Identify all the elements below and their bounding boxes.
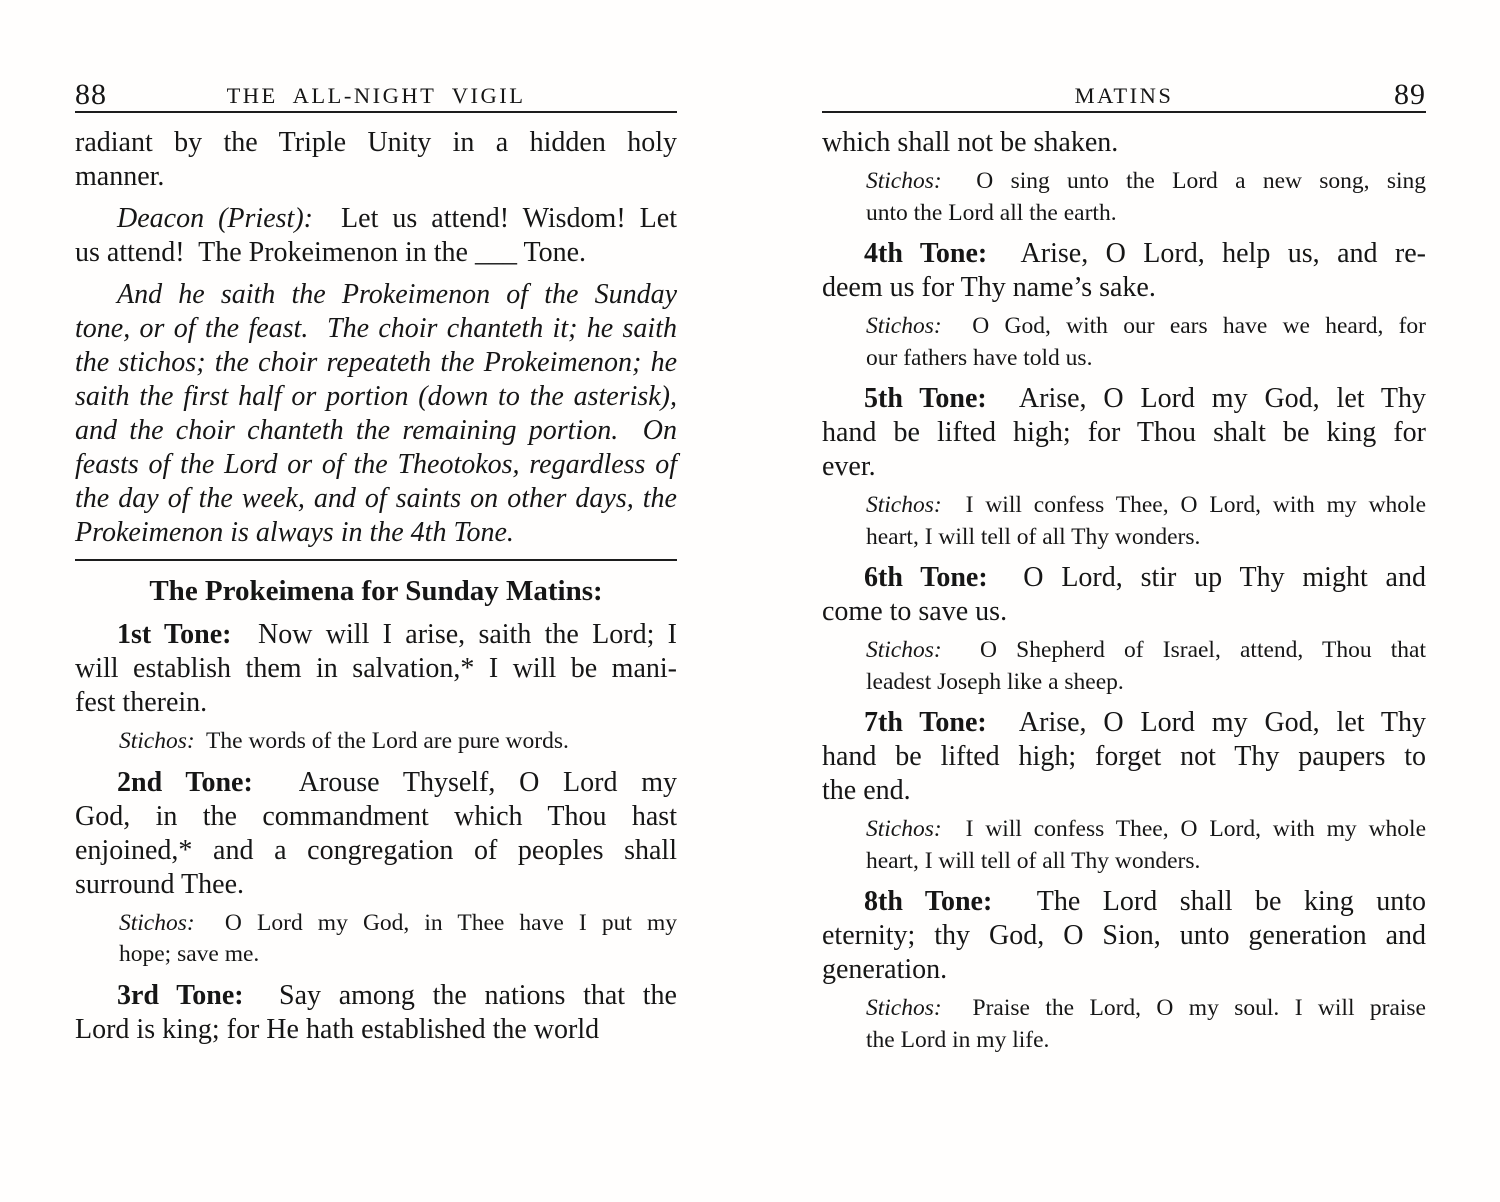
- text: and the choir chanteth the remaining portion. On: [75, 415, 677, 446]
- text-line: [822, 237, 1426, 271]
- paragraph: [822, 126, 1426, 160]
- text-line: [75, 278, 677, 312]
- stichos-paragraph: [866, 490, 1426, 553]
- text-line: [866, 490, 1426, 522]
- text-line: [75, 414, 677, 448]
- text-line: [866, 343, 1426, 375]
- text-line: [75, 312, 677, 346]
- text-line: [822, 382, 1426, 416]
- text-line: [75, 1013, 677, 1047]
- text-line: [75, 380, 677, 414]
- text-line: [822, 919, 1426, 953]
- text: Lord is king; for He hath established the world: [75, 1013, 600, 1045]
- text: the Lord in my life.: [866, 1026, 1050, 1053]
- text: ever.: [822, 451, 876, 482]
- text-line: [822, 271, 1426, 305]
- text: heart, I will tell of all Thy wonders.: [866, 847, 1201, 874]
- text: fest therein.: [75, 687, 208, 718]
- text: Let us attend! Wisdom! Let: [312, 203, 677, 234]
- page-right: [822, 78, 1426, 1056]
- stichos-paragraph: [119, 908, 677, 971]
- paragraph: [75, 618, 677, 720]
- text-line: [866, 166, 1426, 198]
- paragraph: [75, 126, 677, 194]
- text: manner.: [75, 161, 165, 192]
- italic-text: Stichos:: [866, 637, 942, 663]
- text: I will confess Thee, O Lord, with my whole: [941, 492, 1426, 518]
- text: which shall not be shaken.: [822, 127, 1119, 158]
- text-line: [75, 868, 677, 902]
- text: And he saith the Prokeimenon of the Sunday: [117, 279, 677, 310]
- paragraph: [822, 885, 1426, 987]
- text-line: [822, 953, 1426, 987]
- text: Now will I arise, saith the Lord; I: [231, 619, 677, 650]
- italic-text: Deacon (Priest):: [117, 203, 313, 234]
- text: O Lord my God, in Thee have I put my: [194, 909, 677, 936]
- stichos-paragraph: [866, 814, 1426, 877]
- text: O Shepherd of Israel, attend, Thou that: [941, 637, 1426, 663]
- section-divider: [75, 559, 677, 561]
- text-line: [75, 800, 677, 834]
- text-line: [822, 126, 1426, 160]
- paragraph: [822, 382, 1426, 484]
- page-body-right: [822, 113, 1426, 1056]
- text: generation.: [822, 954, 948, 985]
- text: the stichos; the choir repeateth the Prokeimenon; he: [75, 347, 677, 378]
- text: unto the Lord all the earth.: [866, 199, 1117, 226]
- text: feasts of the Lord or of the Theotokos, regardless of: [75, 449, 677, 480]
- italic-text: Stichos:: [866, 995, 942, 1021]
- text-line: [822, 450, 1426, 484]
- text-line: [822, 885, 1426, 919]
- page-left: [75, 78, 677, 1047]
- stichos-paragraph: [866, 993, 1426, 1056]
- italic-text: Stichos:: [866, 816, 942, 842]
- text: leadest Joseph like a sheep.: [866, 668, 1124, 695]
- text-line: [75, 482, 677, 516]
- italic-text: Stichos:: [119, 728, 195, 754]
- text-line: [866, 846, 1426, 878]
- page-body-left: [75, 113, 677, 1047]
- running-head: THE ALL-NIGHT VIGIL: [226, 83, 526, 108]
- italic-text: Stichos:: [119, 909, 195, 936]
- text: Arise, O Lord, help us, and re-: [987, 238, 1426, 269]
- text-line: [866, 667, 1426, 699]
- text: saith the first half or portion (down to the asterisk),: [75, 381, 677, 412]
- text: the day of the week, and of saints on other days, the: [75, 483, 677, 514]
- text-line: [866, 311, 1426, 343]
- bold-label: 2nd Tone:: [117, 766, 253, 798]
- text: hand be lifted high; forget not Thy paupers to: [822, 741, 1426, 772]
- text: will establish them in salvation,* I will be mani-: [75, 653, 677, 684]
- stichos-paragraph: [866, 166, 1426, 229]
- text-line: [75, 652, 677, 686]
- section-heading: The Prokeimena for Sunday Matins:: [149, 575, 603, 607]
- text-line: [75, 448, 677, 482]
- bold-label: 3rd Tone:: [117, 979, 244, 1011]
- text: O sing unto the Lord a new song, sing: [941, 168, 1426, 194]
- text: Arise, O Lord my God, let Thy: [986, 707, 1426, 738]
- paragraph: [75, 202, 677, 270]
- text: come to save us.: [822, 596, 1008, 627]
- text: The Lord shall be king unto: [992, 886, 1426, 917]
- text: Say among the nations that the: [243, 979, 677, 1011]
- text: Arouse Thyself, O Lord my: [252, 766, 677, 798]
- text-line: [866, 198, 1426, 230]
- text-line: [75, 834, 677, 868]
- page-header-right: [822, 78, 1426, 111]
- italic-text: Stichos:: [866, 168, 942, 194]
- text-line: [75, 766, 677, 800]
- text: eternity; thy God, O Sion, unto generation and: [822, 920, 1426, 951]
- text-line: [866, 814, 1426, 846]
- stichos-paragraph: [866, 635, 1426, 698]
- text-line: [75, 202, 677, 236]
- italic-text: Stichos:: [866, 492, 942, 518]
- text: God, in the commandment which Thou hast: [75, 800, 677, 832]
- page-number: 88: [75, 78, 107, 111]
- text: surround Thee.: [75, 868, 244, 900]
- text-line: [75, 160, 677, 194]
- bold-label: 7th Tone:: [864, 707, 987, 738]
- text: deem us for Thy name’s sake.: [822, 272, 1156, 303]
- text-line: [119, 726, 677, 758]
- text-line: [822, 416, 1426, 450]
- text-line: [75, 516, 677, 550]
- bold-label: 1st Tone:: [117, 619, 232, 650]
- text: Prokeimenon is always in the 4th Tone.: [75, 517, 514, 548]
- text: our fathers have told us.: [866, 344, 1093, 371]
- text: tone, or of the feast. The choir chanteth it; he saith: [75, 313, 677, 344]
- text-line: [822, 706, 1426, 740]
- text: hand be lifted high; for Thou shalt be king for: [822, 417, 1426, 448]
- text-line: [866, 522, 1426, 554]
- stichos-paragraph: [119, 726, 677, 758]
- text-line: [75, 979, 677, 1013]
- text: I will confess Thee, O Lord, with my whole: [941, 816, 1426, 842]
- text-line: [75, 618, 677, 652]
- text: heart, I will tell of all Thy wonders.: [866, 523, 1201, 550]
- bold-label: 6th Tone:: [864, 562, 988, 593]
- paragraph: [75, 766, 677, 902]
- text: radiant by the Triple Unity in a hidden holy: [75, 127, 677, 158]
- paragraph: [822, 706, 1426, 808]
- text-line: [866, 993, 1426, 1025]
- text: Arise, O Lord my God, let Thy: [986, 383, 1426, 414]
- page-number: 89: [1394, 78, 1426, 111]
- text-line: [75, 126, 677, 160]
- text: The words of the Lord are pure words.: [194, 728, 569, 754]
- text: O Lord, stir up Thy might and: [987, 562, 1426, 593]
- paragraph: [822, 561, 1426, 629]
- stichos-paragraph: [866, 311, 1426, 374]
- text: enjoined,* and a congregation of peoples shall: [75, 834, 677, 866]
- text-line: [866, 635, 1426, 667]
- running-head: MATINS: [1074, 83, 1174, 108]
- text-line: [822, 774, 1426, 808]
- page-header-left: [75, 78, 677, 111]
- text-line: [822, 561, 1426, 595]
- bold-label: 8th Tone:: [864, 886, 993, 917]
- paragraph: [75, 979, 677, 1047]
- bold-label: 5th Tone:: [864, 383, 987, 414]
- text-line: [75, 686, 677, 720]
- text-line: [75, 236, 677, 270]
- rubric-paragraph: [75, 278, 677, 550]
- text-line: [119, 908, 677, 940]
- text: Praise the Lord, O my soul. I will praise: [941, 995, 1426, 1021]
- text: O God, with our ears have we heard, for: [941, 313, 1426, 339]
- bold-label: 4th Tone:: [864, 238, 988, 269]
- paragraph: [822, 237, 1426, 305]
- text-line: [822, 595, 1426, 629]
- text-line: [866, 1025, 1426, 1057]
- text-line: [75, 346, 677, 380]
- text: hope; save me.: [119, 941, 260, 967]
- text-line: [119, 939, 677, 971]
- text-line: [822, 740, 1426, 774]
- text: the end.: [822, 775, 911, 806]
- text: us attend! The Prokeimenon in the ___ Tone.: [75, 237, 587, 268]
- italic-text: Stichos:: [866, 313, 942, 339]
